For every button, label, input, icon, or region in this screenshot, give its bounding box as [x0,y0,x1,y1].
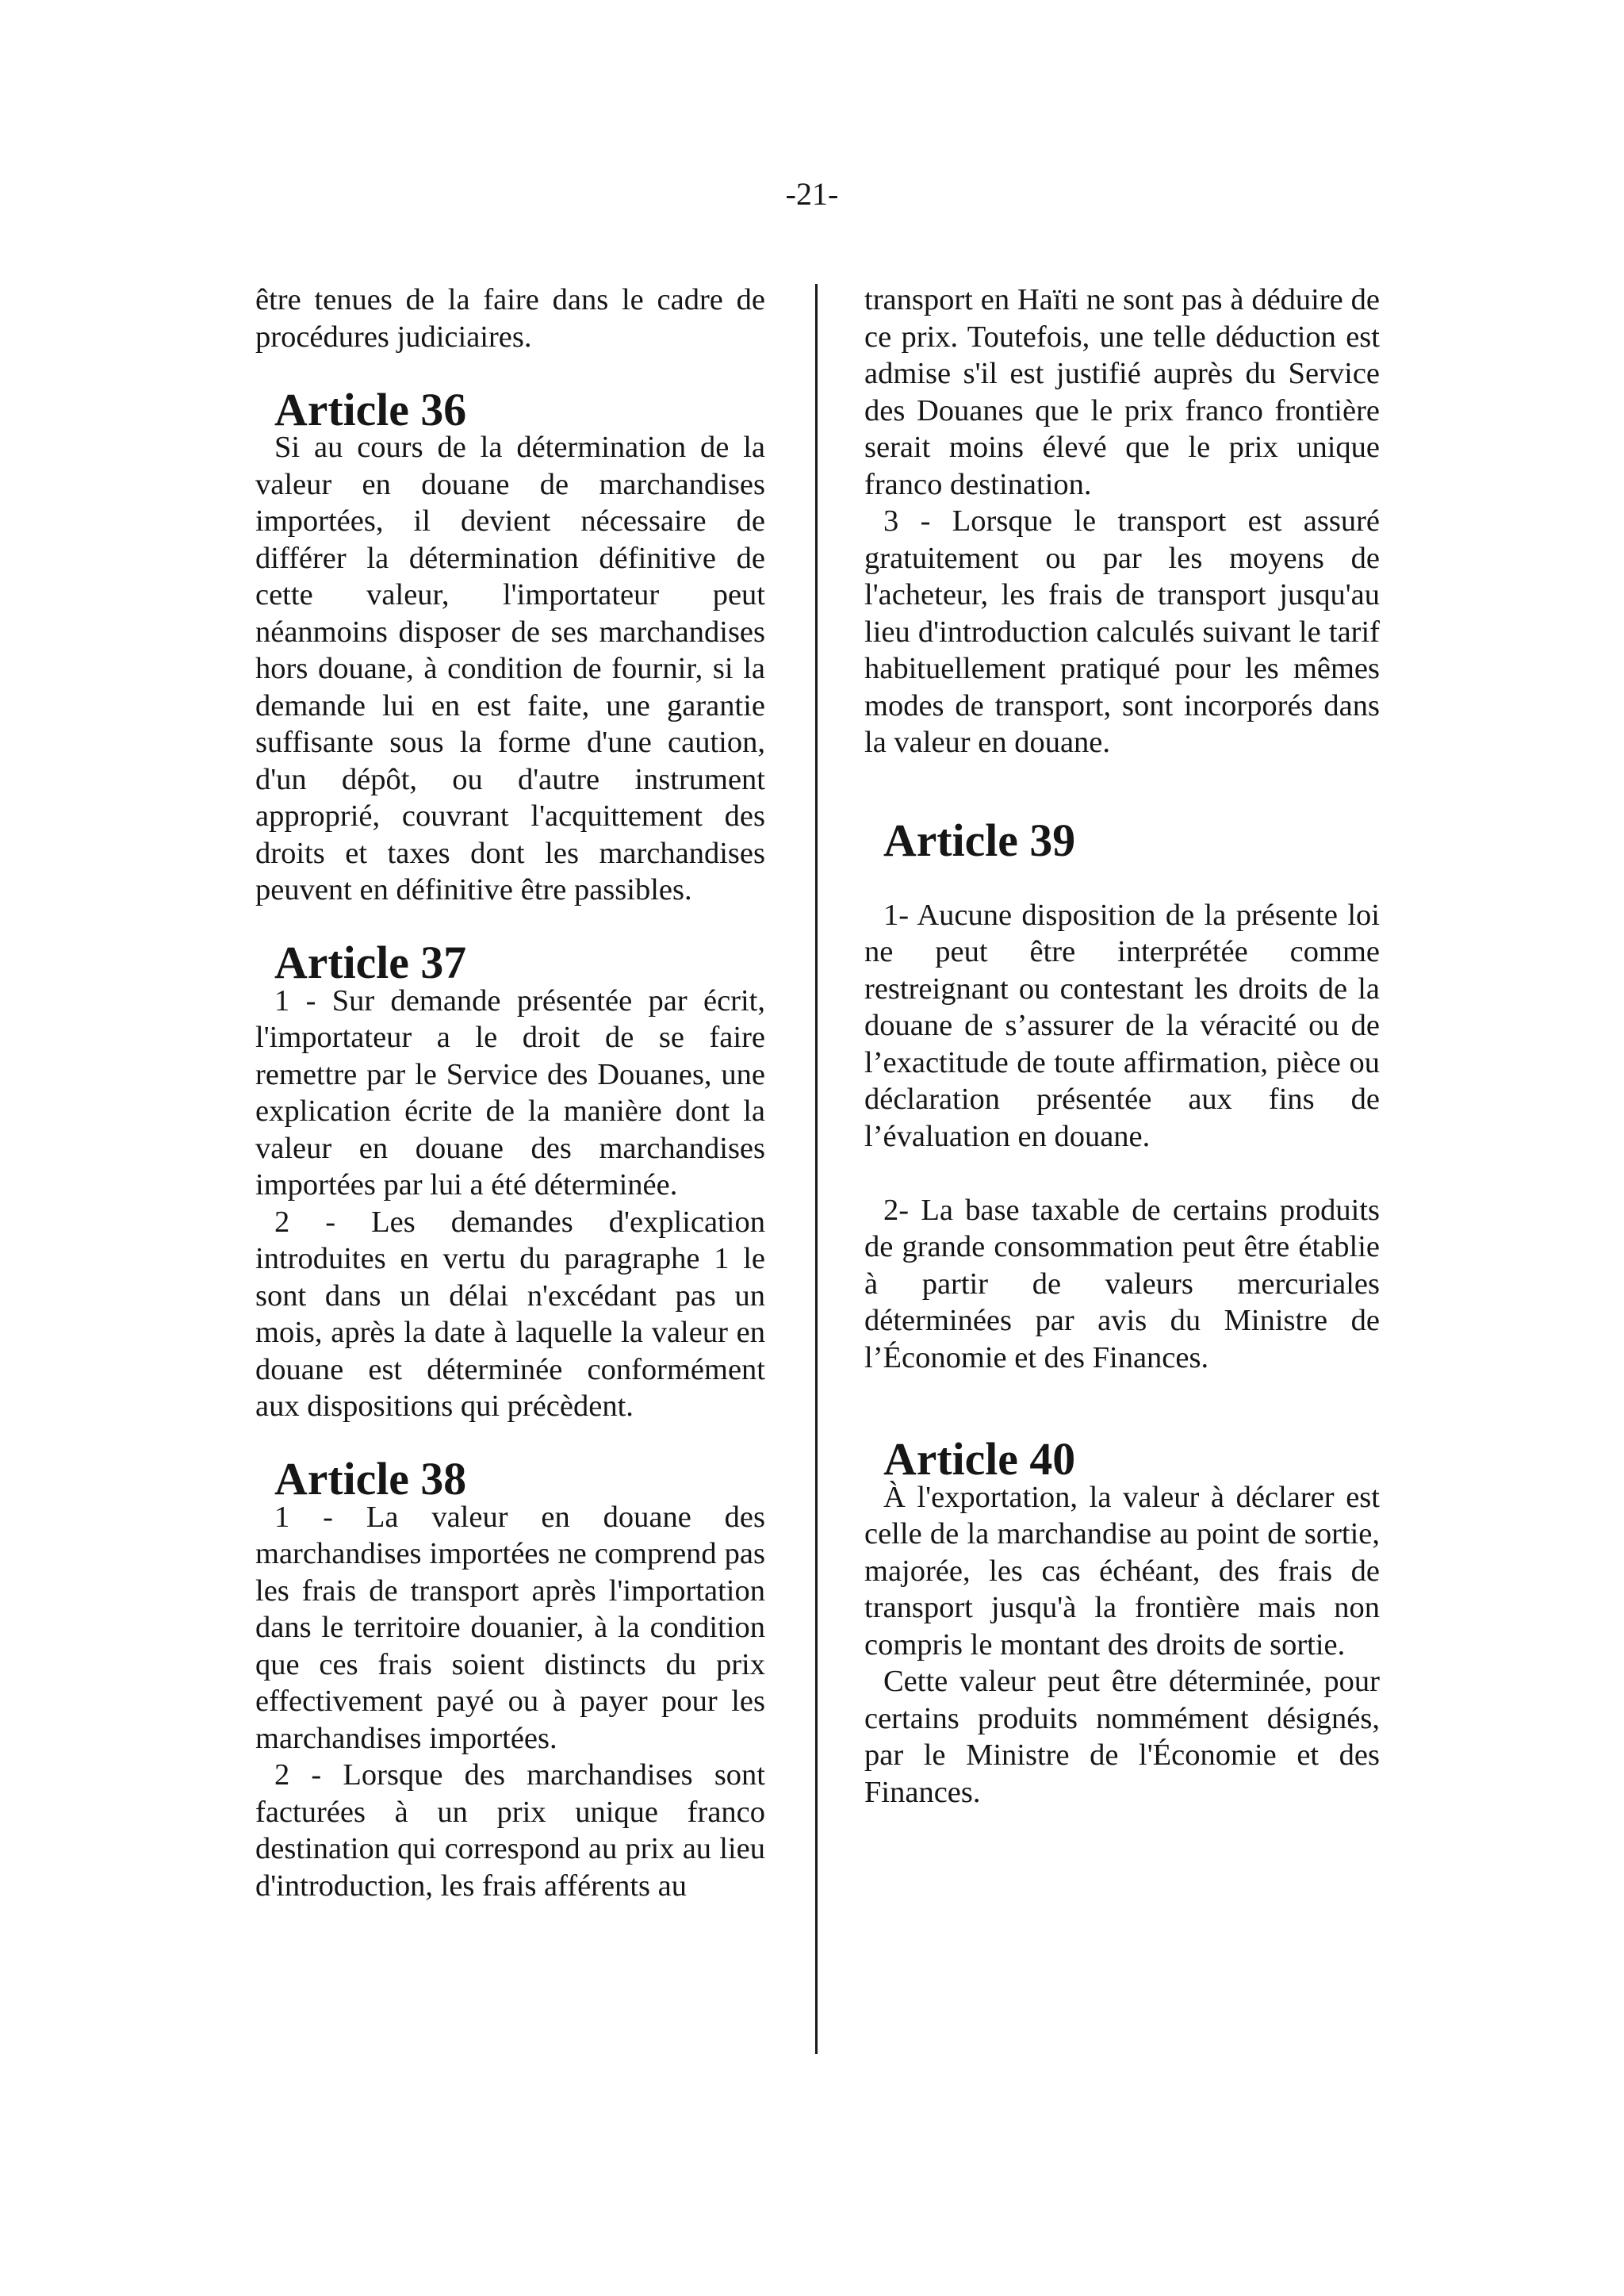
article-37-paragraph-2: 2 - Les demandes d'explication introduites en vertu du paragraphe 1 le sont dans un délai n'excédant pas un mois, après la date à laquelle la valeur en douane est déterminée conformément aux dispositions qui précèdent. [255,1205,765,1423]
column-divider [815,284,818,2054]
article-38-continued-paragraph: transport en Haïti ne sont pas à déduire de ce prix. Toutefois, une telle déduction est admise s'il est justifié auprès du Service des Douanes que le prix franco frontière serait moins élevé que le prix unique franco destination. [864,283,1380,501]
article-40-heading: Article 40 [883,1435,1076,1485]
article-39 [864,815,1380,1377]
article-37 [255,938,765,1425]
article-38-paragraph-1: 1 - La valeur en douane des marchandises importées ne comprend pas les frais de transport après l'importation dans le territoire douanier, à la condition que ces frais soient distincts du prix effectivement payé ou à payer pour les marchandises importées. [255,1500,765,1755]
page-number: -21- [785,176,839,212]
article-36 [255,385,765,909]
article-36-paragraph: Si au cours de la détermination de la valeur en douane de marchandises importées, il devient nécessaire de différer la détermination définitive de cette valeur, l'importateur peut néanmoins disposer de ses marchandises hors douane, à condition de fournir, si la demande lui en est faite, une garantie suffisante sous la forme d'une caution, d'un dépôt, ou d'autre instrument approprié, couvrant l'acquittement des droits et taxes dont les marchandises peuvent en définitive être passibles. [255,431,765,907]
article-39-paragraph-2: 2- La base taxable de certains produits de grande consommation peut être établie à partir de valeurs mercuriales déterminées par avis du Ministre de l’Économie et des Finances. [864,1193,1380,1374]
article-38-heading: Article 38 [274,1455,467,1504]
article-40-paragraph-2: Cette valeur peut être déterminée, pour certains produits nommément désignés, par le Ministre de l'Économie et des Finances. [864,1665,1380,1809]
article-36-heading: Article 36 [274,385,467,435]
left-column [255,282,765,1904]
article-39-heading: Article 39 [883,815,1076,866]
article-39-paragraph-1: 1- Aucune disposition de la présente loi ne peut être interprétée comme restreignant ou contestant les droits de la douane de s’assurer de la véracité ou de l’exactitude de toute affirmation, pièce ou déclaration présentée aux fins de l’évaluation en douane. [864,898,1380,1153]
right-column [864,282,1380,1811]
article-38-paragraph-3: 3 - Lorsque le transport est assuré gratuitement ou par les moyens de l'acheteur, les frais de transport jusqu'au lieu d'introduction calculés suivant le tarif habituellement pratiqué pour les mêmes modes de transport, sont incorporés dans la valeur en douane. [864,504,1380,759]
article-40 [864,1435,1380,1811]
article-37-heading: Article 37 [274,938,467,988]
article-38 [255,1455,765,1904]
article-40-paragraph-1: À l'exportation, la valeur à déclarer est celle de la marchandise au point de sortie, majorée, les cas échéant, des frais de transport jusqu'à la frontière mais non compris le montant des droits de sortie. [864,1480,1380,1662]
article-37-paragraph-1: 1 - Sur demande présentée par écrit, l'importateur a le droit de se faire remettre par le Service des Douanes, une explication écrite de la manière dont la valeur en douane des marchandises importées par lui a été déterminée. [255,983,765,1202]
intro-paragraph: être tenues de la faire dans le cadre de procédures judiciaires. [255,283,765,354]
article-38-paragraph-2: 2 - Lorsque des marchandises sont facturées à un prix unique franco destination qui correspond au prix au lieu d'introduction, les frais afférents au [255,1758,765,1903]
article-38-continued [864,282,1380,761]
